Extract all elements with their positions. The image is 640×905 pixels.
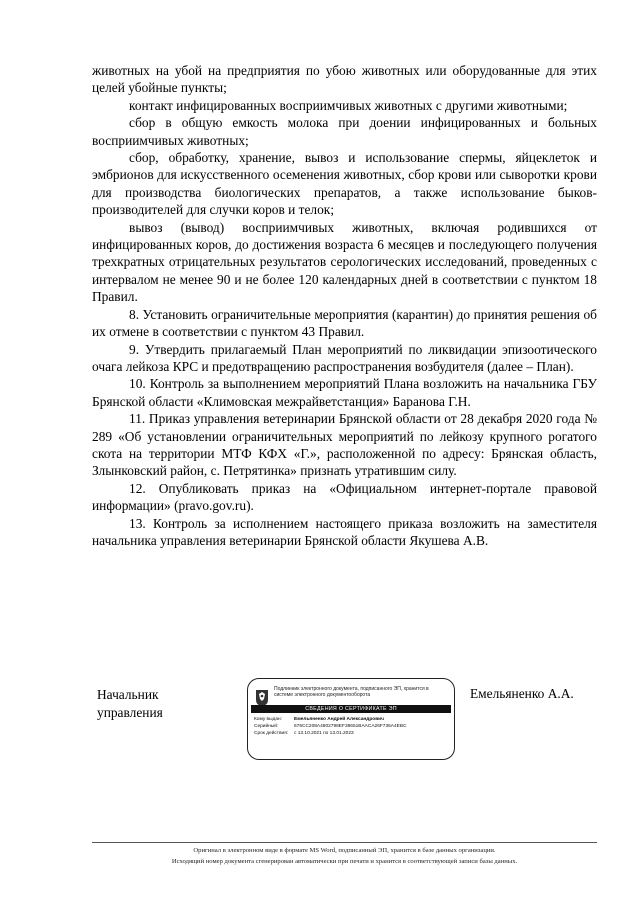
paragraph-item-10: 10. Контроль за выполнением мероприятий Плана возложить на начальника ГБУ Брянской области «Климовская межрайветстанция» Баранова Г.Н. <box>92 376 597 409</box>
paragraph-contact: контакт инфицированных восприимчивых животных с другими животными; <box>129 97 568 113</box>
validity-label: Срок действия: <box>254 731 289 736</box>
document-body <box>92 62 597 549</box>
position-line-1: Начальник <box>97 687 159 702</box>
serial-label: Серийный: <box>254 724 279 729</box>
paragraph-item-9: 9. Утвердить прилагаемый План мероприятий по ликвидации эпизоотического очага лейкоза КРС и предотвращению распространения возбудителя (далее – План). <box>92 341 597 374</box>
serial-value: 676CC208A4802798EF38651BAACA26F736A4EBC <box>294 724 407 729</box>
paragraph-continuation: животных на убой на предприятия по убою животных или оборудованные для этих целей убойные пункты; <box>92 63 597 96</box>
issued-to-label: Кому выдан: <box>254 717 282 722</box>
footer-note <box>92 846 597 867</box>
paragraph-item-11: 11. Приказ управления ветеринарии Брянской области от 28 декабря 2020 года № 289 «Об установлении ограничительных мероприятий по лейкозу крупного рогатого скота на территории МТФ КФХ «Г.», расположенной по адресу: Брянская область, Злынковский район, с. Петрятинка» признать утратившим силу. <box>92 411 597 479</box>
position-line-2: управления <box>97 704 163 720</box>
validity-value: с 13.10.2021 по 13.01.2023 <box>294 731 354 736</box>
footer-line-1: Оригинал в электронном виде в формате MS Word, подписанный ЭП, хранится в базе данных организации. <box>193 847 496 854</box>
stamp-row-issued-to <box>254 717 450 723</box>
footer-line-2: Исходящий номер документа сгенерирован автоматически при печати и хранится в соответствующей записи базы данных. <box>171 857 518 865</box>
paragraph-milk: сбор в общую емкость молока при доении инфицированных и больных восприимчивых животных; <box>92 115 597 148</box>
issued-to-value: Емельяненко Андрей Александрович <box>294 717 384 722</box>
footer-divider <box>92 842 597 843</box>
signatory-position <box>97 686 163 721</box>
stamp-note: Подлинник электронного документа, подписанного ЭП, хранится в системе электронного документооборота <box>274 686 429 699</box>
electronic-signature-stamp <box>247 678 455 760</box>
paragraph-sperm: сбор, обработку, хранение, вывоз и использование спермы, яйцеклеток и эмбрионов для искусственного осеменения животных, сбор крови или сыворотки крови для производства биологических препаратов, а также использование быков-производителей для случки коров и телок; <box>92 150 597 218</box>
paragraph-item-8: 8. Установить ограничительные мероприятия (карантин) до принятия решения об их отмене в соответствии с пунктом 43 Правил. <box>92 306 597 340</box>
signatory-name: Емельяненко А.А. <box>470 686 574 701</box>
paragraph-item-12: 12. Опубликовать приказ на «Официальном интернет-портале правовой информации» (pravo.gov.ru). <box>92 480 597 514</box>
paragraph-item-13: 13. Контроль за исполнением настоящего приказа возложить на заместителя начальника управления ветеринарии Брянской области Якушева А.В. <box>92 515 597 548</box>
stamp-row-validity <box>254 731 450 737</box>
stamp-row-serial <box>254 724 450 730</box>
paragraph-export: вывоз (вывод) восприимчивых животных, включая родившихся от инфицированных коров, до достижения возраста 6 месяцев и последующего получения трехкратных отрицательных результатов серологических исследований, проведенных с интервалом не менее 90 и не более 120 календарных дней в соответствии с пунктом 18 Правил. <box>92 219 597 305</box>
stamp-header: СВЕДЕНИЯ О СЕРТИФИКАТЕ ЭП <box>251 705 451 713</box>
